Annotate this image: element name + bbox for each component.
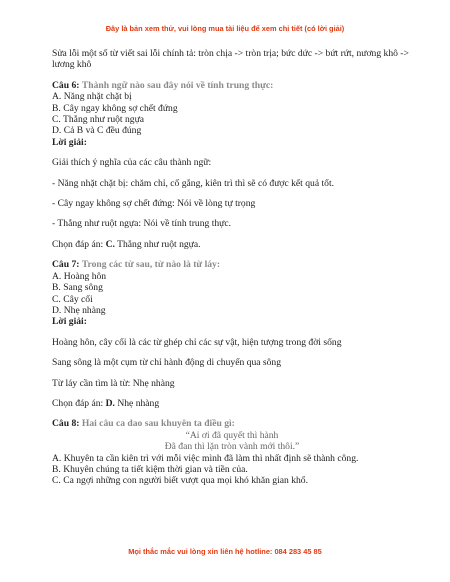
answer-text: Nhẹ nhàng xyxy=(117,397,160,409)
q7-explain-line: Từ láy cần tìm là từ: Nhẹ nhàng xyxy=(52,377,175,389)
q7-option-b: B. Sang sông xyxy=(52,282,103,294)
preview-notice-banner: Đây là bản xem thử, vui lòng mua tài liệu để xem chi tiết (có lời giải) xyxy=(105,24,345,33)
question-number: Câu 7: xyxy=(52,259,80,271)
q6-answer-line xyxy=(52,239,412,250)
q6-option-c: C. Thẳng như ruột ngựa xyxy=(52,114,145,126)
answer-prefix: Chọn đáp án: xyxy=(52,397,104,409)
question-text: Trong các từ sau, từ nào là từ láy: xyxy=(81,259,221,271)
q6-solution-label: Lời giải: xyxy=(52,136,87,148)
q8-option-c: C. Ca ngợi những con người biết vượt qua mọi khó khăn gian khổ. xyxy=(52,475,308,487)
q7-explain-line: Sang sông là một cụm từ chỉ hành động di chuyển qua sông xyxy=(52,357,282,369)
q8-quote-line: “Ai ơi đã quyết thì hành xyxy=(185,429,279,441)
q8-option-b: B. Khuyên chúng ta tiết kiệm thời gian và tiền của. xyxy=(52,463,248,475)
q7-explain-line: Hoàng hôn, cây cối là các từ ghép chỉ các sự vật, hiện tượng trong đời sống xyxy=(52,336,342,348)
answer-letter: C. xyxy=(105,238,115,250)
question-6-heading xyxy=(52,80,412,91)
hotline-footer-banner: Mọi thắc mắc vui lòng xin liên hệ hotline: 084 283 45 85 xyxy=(128,547,322,556)
question-8-heading xyxy=(52,418,412,429)
answer-prefix: Chọn đáp án: xyxy=(52,238,104,250)
q6-option-d: D. Cả B và C đều đúng xyxy=(52,125,142,137)
q6-explain-line: - Thẳng như ruột ngựa: Nói về tính trung thực. xyxy=(52,218,232,230)
q6-explain-line: Giải thích ý nghĩa của các câu thành ngữ: xyxy=(52,157,212,169)
answer-text: Thẳng như ruột ngựa. xyxy=(117,238,201,250)
answer-letter: D. xyxy=(105,397,115,409)
intro-paragraph: Sửa lỗi một số từ viết sai lỗi chính tả: tròn chịa -> tròn trịa; bức dức -> bứt rứt, nương khô -> lương khô xyxy=(52,48,409,71)
question-text: Thành ngữ nào sau đây nói về tính trung thực: xyxy=(81,79,274,91)
question-text: Hai câu ca dao sau khuyên ta điều gì: xyxy=(81,418,235,430)
question-number: Câu 6: xyxy=(52,79,80,91)
q7-solution-label: Lời giải: xyxy=(52,316,87,328)
q7-answer-line xyxy=(52,398,412,409)
q8-option-a: A. Khuyên ta cần kiên trì với mỗi việc mình đã làm thì nhất định sẽ thành công. xyxy=(52,452,359,464)
q7-option-a: A. Hoàng hôn xyxy=(52,270,107,282)
q6-option-a: A. Năng nhặt chặt bị xyxy=(52,91,132,103)
q6-option-b: B. Cây ngay không sợ chết đứng xyxy=(52,102,178,114)
q8-quote-line: Đã đan thì lặn tròn vành mới thôi.” xyxy=(164,441,300,453)
question-7-heading xyxy=(52,259,412,270)
q6-explain-line: - Cây ngay không sợ chết đứng: Nói về lòng tự trọng xyxy=(52,198,256,210)
q6-explain-line: - Năng nhặt chặt bị: chăm chỉ, cố gắng, kiên trì thì sẽ có được kết quả tốt. xyxy=(52,177,335,189)
document-body xyxy=(52,48,412,487)
question-number: Câu 8: xyxy=(52,418,80,430)
q7-option-d: D. Nhẹ nhàng xyxy=(52,304,106,316)
q7-option-c: C. Cây cối xyxy=(52,293,93,305)
